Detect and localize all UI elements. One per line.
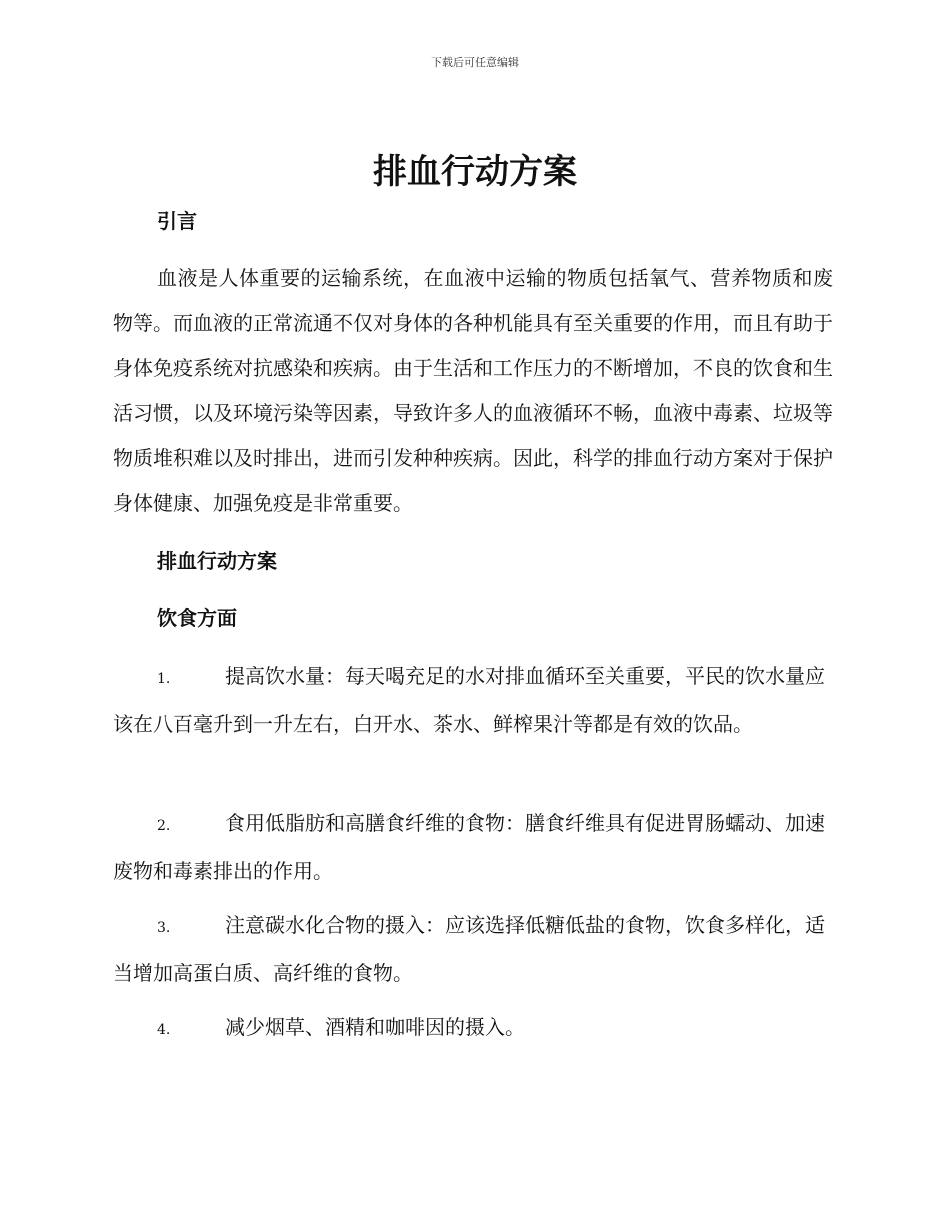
list-item	[113, 903, 833, 996]
list-number: 4.	[157, 1022, 171, 1038]
list-number: 3.	[157, 920, 171, 936]
intro-paragraph: 血液是人体重要的运输系统，在血液中运输的物质包括氧气、营养物质和废物等。而血液的正常流通不仅对身体的各种机能具有至关重要的作用，而且有助于身体免疫系统对抗感染和疾病。由于生活和工作压力的不断增加，不良的饮食和生活习惯，以及环境污染等因素，导致许多人的血液循环不畅，血液中毒素、垃圾等物质堆积难以及时排出，进而引发种种疾病。因此，科学的排血行动方案对于保护身体健康、加强免疫是非常重要。	[113, 266, 833, 515]
list-text: 注意碳水化合物的摄入：应该选择低糖低盐的食物，饮食多样化，适当增加高蛋白质、高纤维的食物。	[113, 913, 825, 985]
list-item	[113, 654, 833, 747]
list-text: 提高饮水量：每天喝充足的水对排血循环至关重要，平民的饮水量应该在八百毫升到一升左右，白开水、茶水、鲜榨果汁等都是有效的饮品。	[113, 664, 825, 736]
diet-heading: 饮食方面	[157, 606, 237, 630]
intro-heading: 引言	[157, 209, 197, 233]
list-item	[113, 801, 833, 894]
header-note: 下载后可任意编辑	[431, 56, 519, 69]
list-item	[113, 1005, 833, 1053]
list-number: 2.	[157, 818, 171, 834]
list-text: 减少烟草、酒精和咖啡因的摄入。	[225, 1015, 525, 1039]
list-number: 1.	[157, 671, 171, 687]
list-text: 食用低脂肪和高膳食纤维的食物：膳食纤维具有促进胃肠蠕动、加速废物和毒素排出的作用。	[113, 811, 825, 883]
document-title: 排血行动方案	[373, 152, 577, 192]
plan-heading: 排血行动方案	[157, 549, 277, 573]
